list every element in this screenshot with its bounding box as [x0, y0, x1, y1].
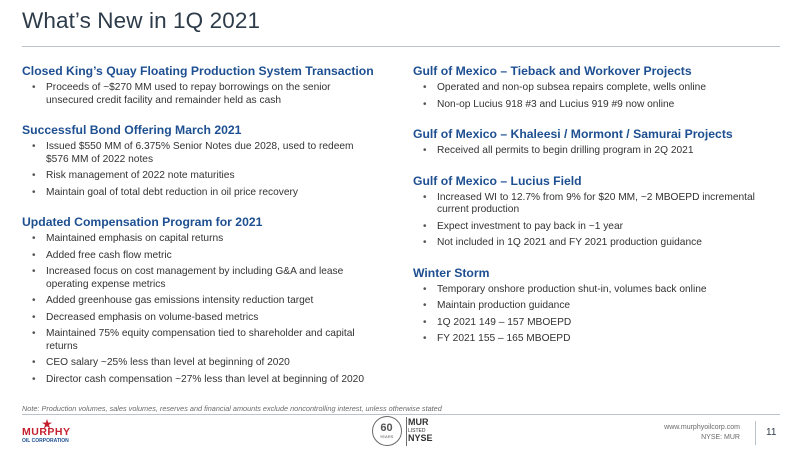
bullet-item: • CEO salary ~25% less than level at beginning of 2020 — [22, 357, 377, 370]
murphy-logo — [22, 421, 78, 443]
footer-contact — [664, 423, 740, 443]
bullet-list — [413, 284, 778, 346]
bullet-item: • 1Q 2021 149 – 157 MBOEPD — [413, 317, 778, 330]
bullet-item: • Maintain goal of total debt reduction in oil price recovery — [22, 187, 377, 200]
bullet-list — [413, 82, 778, 111]
bullet-item: • FY 2021 155 – 165 MBOEPD — [413, 333, 778, 346]
footer-divider — [22, 414, 780, 415]
bullet-item: • Non-op Lucius 918 #3 and Lucius 919 #9 now online — [413, 99, 778, 112]
section-heading: Successful Bond Offering March 2021 — [22, 123, 242, 137]
bullet-item: • Decreased emphasis on volume-based metrics — [22, 312, 377, 325]
bullet-list — [22, 82, 377, 107]
bullet-list — [413, 145, 778, 158]
page-number: 11 — [766, 427, 777, 438]
bullet-item: • Added greenhouse gas emissions intensity reduction target — [22, 295, 377, 308]
bullet-item: • Received all permits to begin drilling program in 2Q 2021 — [413, 145, 778, 158]
bullet-item: • Expect investment to pay back in ~1 year — [413, 221, 778, 234]
bullet-list — [413, 192, 778, 250]
bullet-list — [22, 141, 377, 199]
nyse-listed-badge — [372, 416, 440, 448]
bullet-item: • Proceeds of ~$270 MM used to repay borrowings on the senior unsecured credit facility and remainder held as cash — [22, 82, 377, 107]
section — [413, 64, 778, 111]
bullet-item: • Temporary onshore production shut-in, volumes back online — [413, 284, 778, 297]
slide-title: What’s New in 1Q 2021 — [22, 8, 261, 33]
section — [22, 215, 377, 386]
section-heading: Closed King’s Quay Floating Production System Transaction — [22, 64, 374, 78]
section-heading: Gulf of Mexico – Lucius Field — [413, 173, 582, 188]
section — [413, 174, 778, 250]
anniversary-seal — [372, 416, 402, 446]
logo-wordmark: MURPHY — [22, 426, 71, 438]
section — [413, 127, 778, 158]
exchange-label: NYSE — [408, 432, 433, 443]
seal-number: 60 — [380, 422, 393, 434]
bullet-list — [22, 233, 377, 386]
bullet-item: • Risk management of 2022 note maturities — [22, 170, 377, 183]
section — [413, 266, 778, 346]
right-column — [413, 64, 778, 362]
section-heading: Winter Storm — [413, 265, 490, 280]
bullet-item: • Operated and non-op subsea repairs complete, wells online — [413, 82, 778, 95]
section — [22, 123, 377, 199]
listed-label: LISTED — [408, 427, 426, 434]
bullet-item: • Increased WI to 12.7% from 9% for $20 MM, ~2 MBOEPD incremental current production — [413, 192, 778, 217]
website-link[interactable]: www.murphyoilcorp.com — [664, 424, 740, 431]
bullet-item: • Increased focus on cost management by including G&A and lease operating expense metrics — [22, 266, 377, 291]
section — [22, 64, 377, 107]
title-divider — [22, 46, 780, 47]
section-heading: Gulf of Mexico – Khaleesi / Mormont / Samurai Projects — [413, 127, 733, 141]
page-number-divider — [755, 421, 756, 445]
logo-subtitle: OIL CORPORATION — [22, 438, 69, 444]
bullet-item: • Not included in 1Q 2021 and FY 2021 production guidance — [413, 237, 778, 250]
left-column — [22, 64, 377, 402]
footnote: Note: Production volumes, sales volumes, reserves and financial amounts exclude noncontrolling interest, unless otherwise stated — [22, 404, 442, 413]
bullet-item: • Director cash compensation ~27% less than level at beginning of 2020 — [22, 374, 377, 387]
ticker-symbol: MUR — [408, 417, 429, 427]
section-heading: Gulf of Mexico – Tieback and Workover Projects — [413, 64, 692, 78]
nyse-symbol: NYSE: MUR — [701, 434, 740, 441]
badge-divider — [406, 417, 407, 446]
seal-text: YEARS — [379, 434, 394, 439]
bullet-item: • Maintained 75% equity compensation tied to shareholder and capital returns — [22, 328, 377, 353]
bullet-item: • Maintain production guidance — [413, 300, 778, 313]
bullet-item: • Maintained emphasis on capital returns — [22, 233, 377, 246]
section-heading: Updated Compensation Program for 2021 — [22, 215, 263, 229]
bullet-item: • Issued $550 MM of 6.375% Senior Notes due 2028, used to redeem $576 MM of 2022 notes — [22, 141, 377, 166]
bullet-item: • Added free cash flow metric — [22, 250, 377, 263]
ticker-block — [408, 418, 433, 443]
